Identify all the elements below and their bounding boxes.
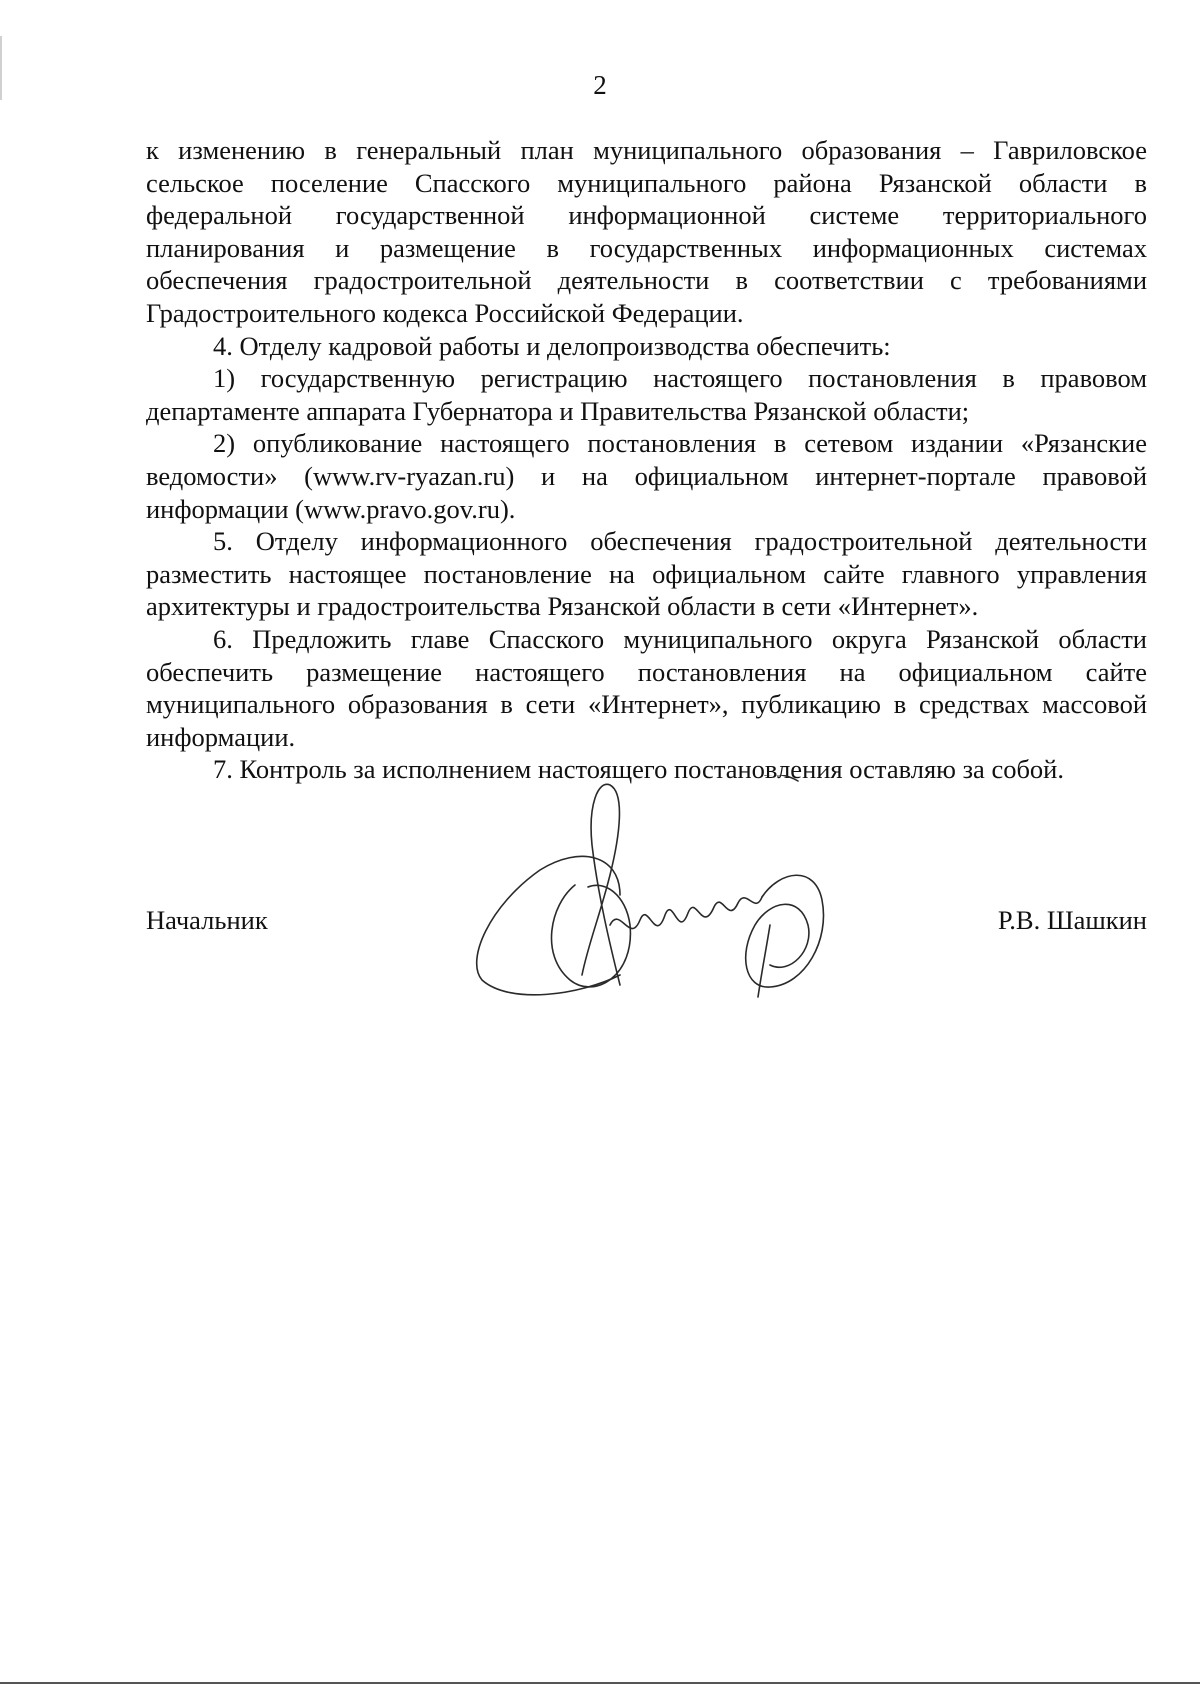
paragraph-subitem-1: 1) государственную регистрацию настоящего постановления в правовом департаменте аппарата Губернатора и Правительства Рязанской области; [146, 363, 1147, 426]
paragraph-subitem-2: 2) опубликование настоящего постановления в сетевом издании «Рязанские ведомости» (www.rv-ryazan.ru) и на официальном интернет-портале правовой информации (www.pravo.gov.ru). [146, 428, 1147, 524]
paragraph-item-6: 6. Предложить главе Спасского муниципального округа Рязанской области обеспечить размещение настоящего постановления на официальном сайте муниципального образования в сети «Интернет», публикацию в средствах массовой информации. [146, 623, 1147, 752]
document-body [146, 134, 1147, 786]
paragraph-continuation: к изменению в генеральный план муниципального образования – Гавриловское сельское поселение Спасского муниципального района Рязанской области в федеральной государственной информационной системе территориального планирования и размещение в государственных информационных системах обеспечения градостроительной деятельности в соответствии с требованиями Градостроительного кодекса Российской Федерации. [146, 135, 1147, 328]
handwritten-signature [470, 775, 870, 1020]
scan-bottom-edge [0, 1682, 1200, 1684]
paragraph-item-7: 7. Контроль за исполнением настоящего постановления оставляю за собой. [213, 754, 1064, 785]
paragraph-item-5: 5. Отделу информационного обеспечения градостроительной деятельности разместить настоящее постановление на официальном сайте главного управления архитектуры и градостроительства Рязанской области в сети «Интернет». [146, 526, 1147, 622]
signatory-name: Р.В. Шашкин [997, 905, 1147, 935]
page-number: 2 [593, 70, 607, 100]
paragraph-item-4: 4. Отделу кадровой работы и делопроизводства обеспечить: [213, 330, 891, 361]
signatory-title: Начальник [146, 905, 268, 935]
